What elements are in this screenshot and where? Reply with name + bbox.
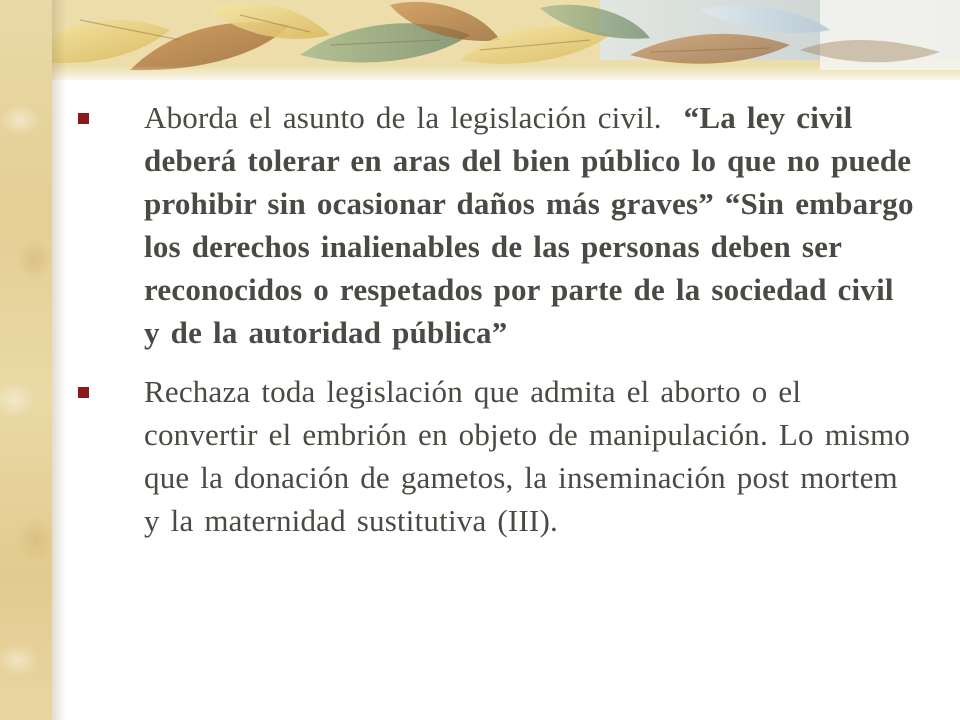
bullet-text <box>144 96 918 354</box>
bullet-list <box>78 96 918 556</box>
list-item <box>78 370 918 542</box>
parchment-sidebar <box>0 0 52 720</box>
bullet-text: Rechaza toda legislación que admita el aborto o el convertir el embrión en objeto de manipulación. Lo mismo que la donación de gametos, la inseminación post mortem y la maternidad sustitutiva (III). <box>144 374 911 538</box>
square-bullet-icon <box>78 387 89 398</box>
square-bullet-icon <box>78 113 89 124</box>
leaves-banner <box>0 0 960 80</box>
banner-fade <box>0 66 960 84</box>
bullet-intro: Aborda el asunto de la legislación civil. <box>144 100 662 135</box>
bullet-quote: “La ley civil deberá tolerar en aras del bien público lo que no puede prohibir sin ocasionar daños más graves” “Sin embargo los derechos inalienables de las personas deben ser reconocidos o respetados por parte de la sociedad civil y de la autoridad pública” <box>144 100 914 350</box>
list-item <box>78 96 918 354</box>
sidebar-shadow <box>52 0 66 720</box>
